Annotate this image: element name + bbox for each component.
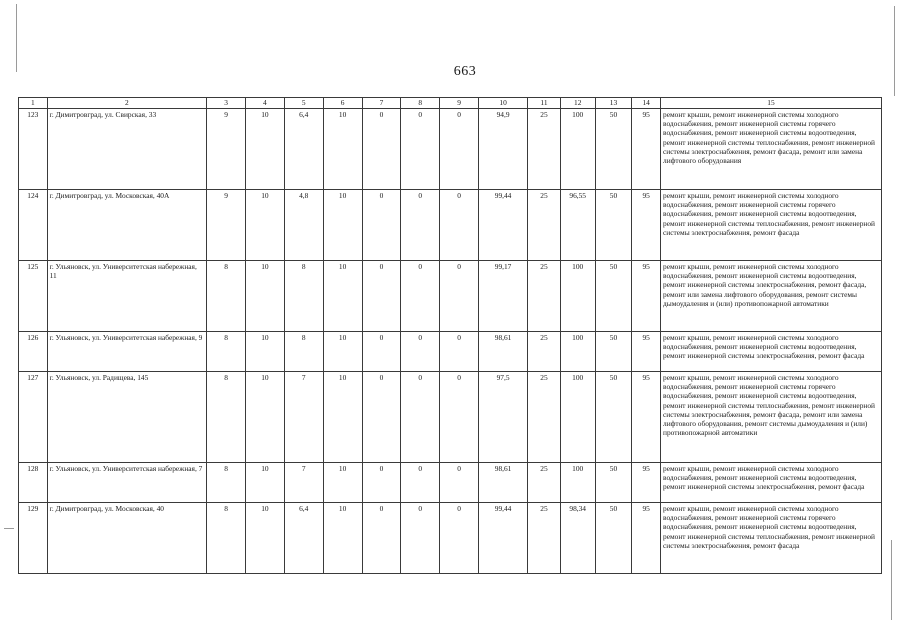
table-row	[19, 109, 882, 190]
row-number: 127	[19, 372, 48, 463]
row-address: г. Ульяновск, ул. Университетская набережная, 7	[47, 463, 207, 503]
column-header: 4	[245, 98, 284, 109]
row-number: 129	[19, 503, 48, 574]
row-col-13: 50	[595, 372, 632, 463]
row-col-12: 100	[560, 463, 595, 503]
row-col-10: 98,61	[479, 463, 528, 503]
row-col-11: 25	[528, 503, 561, 574]
row-col-14: 95	[632, 463, 661, 503]
row-col-8: 0	[401, 372, 440, 463]
column-header: 2	[47, 98, 207, 109]
row-number: 128	[19, 463, 48, 503]
row-col-7: 0	[362, 463, 401, 503]
row-col-13: 50	[595, 332, 632, 372]
row-col-12: 100	[560, 109, 595, 190]
row-col-7: 0	[362, 332, 401, 372]
row-col-3: 8	[207, 332, 246, 372]
row-address: г. Ульяновск, ул. Радищева, 145	[47, 372, 207, 463]
row-col-8: 0	[401, 190, 440, 261]
column-header: 12	[560, 98, 595, 109]
scan-margin-line-right	[894, 6, 895, 96]
row-col-12: 100	[560, 261, 595, 332]
row-col-10: 99,44	[479, 503, 528, 574]
row-col-9: 0	[440, 332, 479, 372]
row-address: г. Димитровград, ул. Свирская, 33	[47, 109, 207, 190]
row-col-4: 10	[245, 372, 284, 463]
row-col-6: 10	[323, 372, 362, 463]
row-address: г. Ульяновск, ул. Университетская набережная, 11	[47, 261, 207, 332]
row-works-list: ремонт крыши, ремонт инженерной системы холодного водоснабжения, ремонт инженерной системы горячего водоснабжения, ремонт инженерной системы водоотведения, ремонт инженерной системы теплоснабжения, ремонт инженерной системы электроснабжения, ремонт фасада, ремонт или замена лифтового оборудования, ремонт системы дымоудаления и (или) противопожарной автоматики	[661, 372, 882, 463]
row-col-14: 95	[632, 261, 661, 332]
row-col-4: 10	[245, 190, 284, 261]
table-row	[19, 190, 882, 261]
page-number: 663	[453, 64, 477, 79]
row-number: 123	[19, 109, 48, 190]
column-header: 7	[362, 98, 401, 109]
row-number: 125	[19, 261, 48, 332]
row-col-11: 25	[528, 261, 561, 332]
row-col-13: 50	[595, 190, 632, 261]
row-col-7: 0	[362, 109, 401, 190]
row-col-14: 95	[632, 332, 661, 372]
row-address: г. Димитровград, ул. Московская, 40	[47, 503, 207, 574]
row-col-4: 10	[245, 503, 284, 574]
row-col-3: 8	[207, 261, 246, 332]
row-col-6: 10	[323, 109, 362, 190]
row-col-9: 0	[440, 190, 479, 261]
row-col-13: 50	[595, 463, 632, 503]
table-row	[19, 372, 882, 463]
row-col-14: 95	[632, 503, 661, 574]
row-address: г. Димитровград, ул. Московская, 40А	[47, 190, 207, 261]
row-col-6: 10	[323, 503, 362, 574]
scan-margin-line-right-lower	[891, 540, 892, 620]
row-col-12: 100	[560, 332, 595, 372]
row-col-9: 0	[440, 503, 479, 574]
row-works-list: ремонт крыши, ремонт инженерной системы холодного водоснабжения, ремонт инженерной системы водоотведения, ремонт инженерной системы электроснабжения, ремонт фасада, ремонт или замена лифтового оборудования, ремонт системы дымоудаления и (или) противопожарной автоматики	[661, 261, 882, 332]
row-col-6: 10	[323, 463, 362, 503]
row-number: 126	[19, 332, 48, 372]
column-header: 13	[595, 98, 632, 109]
table-header-row	[19, 98, 882, 109]
row-col-5: 6,4	[284, 503, 323, 574]
row-col-14: 95	[632, 190, 661, 261]
scan-margin-line-left	[16, 4, 17, 72]
row-col-4: 10	[245, 463, 284, 503]
row-address: г. Ульяновск, ул. Университетская набережная, 9	[47, 332, 207, 372]
row-col-8: 0	[401, 503, 440, 574]
row-col-10: 99,44	[479, 190, 528, 261]
row-col-5: 8	[284, 261, 323, 332]
row-col-8: 0	[401, 332, 440, 372]
table-row	[19, 503, 882, 574]
row-col-7: 0	[362, 261, 401, 332]
table-row	[19, 332, 882, 372]
row-col-8: 0	[401, 261, 440, 332]
row-col-12: 100	[560, 372, 595, 463]
row-col-8: 0	[401, 109, 440, 190]
repair-registry-table	[18, 97, 882, 574]
row-col-8: 0	[401, 463, 440, 503]
row-col-12: 96,55	[560, 190, 595, 261]
column-header: 14	[632, 98, 661, 109]
row-col-6: 10	[323, 332, 362, 372]
row-col-11: 25	[528, 190, 561, 261]
row-col-9: 0	[440, 109, 479, 190]
row-col-10: 94,9	[479, 109, 528, 190]
row-col-10: 97,5	[479, 372, 528, 463]
row-col-3: 9	[207, 109, 246, 190]
row-col-7: 0	[362, 372, 401, 463]
column-header: 5	[284, 98, 323, 109]
row-works-list: ремонт крыши, ремонт инженерной системы холодного водоснабжения, ремонт инженерной системы горячего водоснабжения, ремонт инженерной системы водоотведения, ремонт инженерной системы теплоснабжения, ремонт инженерной системы электроснабжения, ремонт фасада	[661, 503, 882, 574]
column-header: 10	[479, 98, 528, 109]
row-col-4: 10	[245, 109, 284, 190]
row-col-6: 10	[323, 190, 362, 261]
row-number: 124	[19, 190, 48, 261]
row-col-5: 4,8	[284, 190, 323, 261]
column-header: 9	[440, 98, 479, 109]
row-col-10: 99,17	[479, 261, 528, 332]
column-header: 3	[207, 98, 246, 109]
row-col-12: 98,34	[560, 503, 595, 574]
row-col-11: 25	[528, 463, 561, 503]
column-header: 8	[401, 98, 440, 109]
row-col-6: 10	[323, 261, 362, 332]
column-header: 6	[323, 98, 362, 109]
row-works-list: ремонт крыши, ремонт инженерной системы холодного водоснабжения, ремонт инженерной системы водоотведения, ремонт инженерной системы электроснабжения, ремонт фасада	[661, 332, 882, 372]
row-col-11: 25	[528, 332, 561, 372]
row-col-5: 7	[284, 463, 323, 503]
row-col-3: 9	[207, 190, 246, 261]
column-header: 11	[528, 98, 561, 109]
column-header: 15	[661, 98, 882, 109]
row-col-3: 8	[207, 372, 246, 463]
row-col-5: 8	[284, 332, 323, 372]
row-col-9: 0	[440, 463, 479, 503]
row-col-4: 10	[245, 332, 284, 372]
row-works-list: ремонт крыши, ремонт инженерной системы холодного водоснабжения, ремонт инженерной системы горячего водоснабжения, ремонт инженерной системы водоотведения, ремонт инженерной системы теплоснабжения, ремонт инженерной системы электроснабжения, ремонт фасада, ремонт или замена лифтового оборудования	[661, 109, 882, 190]
row-col-13: 50	[595, 261, 632, 332]
row-works-list: ремонт крыши, ремонт инженерной системы холодного водоснабжения, ремонт инженерной системы горячего водоснабжения, ремонт инженерной системы водоотведения, ремонт инженерной системы теплоснабжения, ремонт инженерной системы электроснабжения, ремонт фасада	[661, 190, 882, 261]
row-col-13: 50	[595, 109, 632, 190]
row-col-9: 0	[440, 261, 479, 332]
row-col-7: 0	[362, 503, 401, 574]
row-col-5: 7	[284, 372, 323, 463]
row-col-10: 98,61	[479, 332, 528, 372]
row-col-3: 8	[207, 463, 246, 503]
row-col-7: 0	[362, 190, 401, 261]
row-col-4: 10	[245, 261, 284, 332]
column-header: 1	[19, 98, 48, 109]
scan-dash-left	[4, 528, 14, 529]
row-works-list: ремонт крыши, ремонт инженерной системы холодного водоснабжения, ремонт инженерной системы водоотведения, ремонт инженерной системы электроснабжения, ремонт фасада	[661, 463, 882, 503]
row-col-13: 50	[595, 503, 632, 574]
row-col-11: 25	[528, 109, 561, 190]
row-col-14: 95	[632, 109, 661, 190]
table-row	[19, 261, 882, 332]
row-col-11: 25	[528, 372, 561, 463]
table-row	[19, 463, 882, 503]
row-col-5: 6,4	[284, 109, 323, 190]
row-col-3: 8	[207, 503, 246, 574]
row-col-9: 0	[440, 372, 479, 463]
row-col-14: 95	[632, 372, 661, 463]
